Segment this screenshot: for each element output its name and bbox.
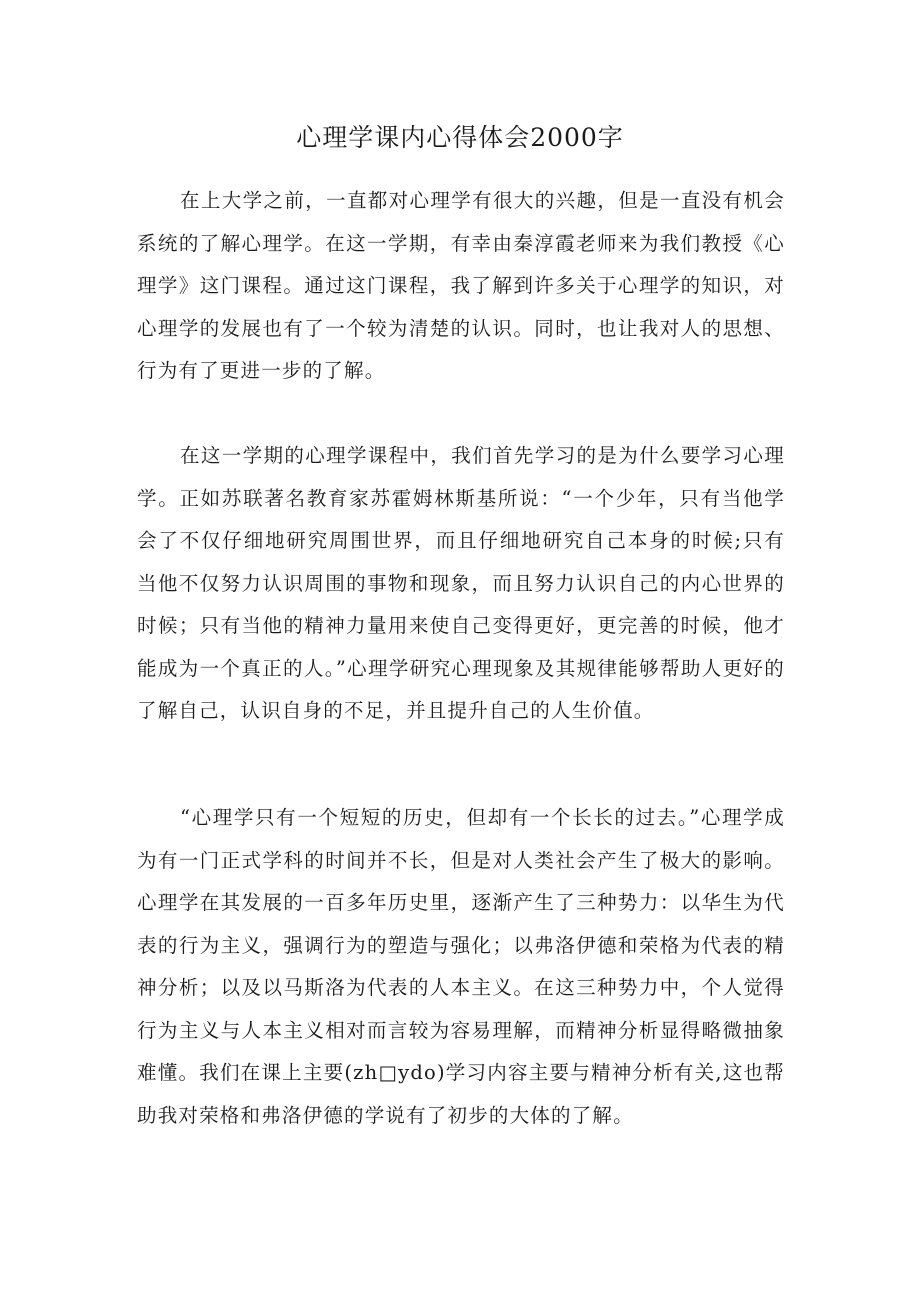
paragraph-1: 在上大学之前，一直都对心理学有很大的兴趣，但是一直没有机会系统的了解心理学。在这一学期，有幸由秦淳霞老师来为我们教授《心理学》这门课程。通过这门课程，我了解到许多关于心理学的知识，对心理学的发展也有了一个较为清楚的认识。同时，也让我对人的思想、行为有了更进一步的了解。 — [137, 189, 785, 382]
document-title: 心理学课内心得体会2000字 — [296, 123, 624, 152]
paragraph-3: “心理学只有一个短短的历史，但却有一个长长的过去。”心理学成为有一门正式学科的时间并不长，但是对人类社会产生了极大的影响。心理学在其发展的一百多年历史里，逐渐产生了三种势力：以华生为代表的行为主义，强调行为的塑造与强化；以弗洛伊德和荣格为代表的精神分析；以及以马斯洛为代表的人本主义。在这三种势力中，个人觉得行为主义与人本主义相对而言较为容易理解，而精神分析显得略微抽象难懂。我们在课上主要(zh□ydo)学习内容主要与精神分析有关,这也帮助我对荣格和弗洛伊德的学说有了初步的大体的了解。 — [137, 806, 785, 1127]
paragraph-2: 在这一学期的心理学课程中，我们首先学习的是为什么要学习心理学。正如苏联著名教育家苏霍姆林斯基所说：“一个少年，只有当他学会了不仅仔细地研究周围世界，而且仔细地研究自己本身的时候;只有当他不仅努力认识周围的事物和现象，而且努力认识自己的内心世界的时候；只有当他的精神力量用来使自己变得更好，更完善的时候，他才能成为一个真正的人。”心理学研究心理现象及其规律能够帮助人更好的了解自己，认识自身的不足，并且提升自己的人生价值。 — [137, 444, 785, 722]
